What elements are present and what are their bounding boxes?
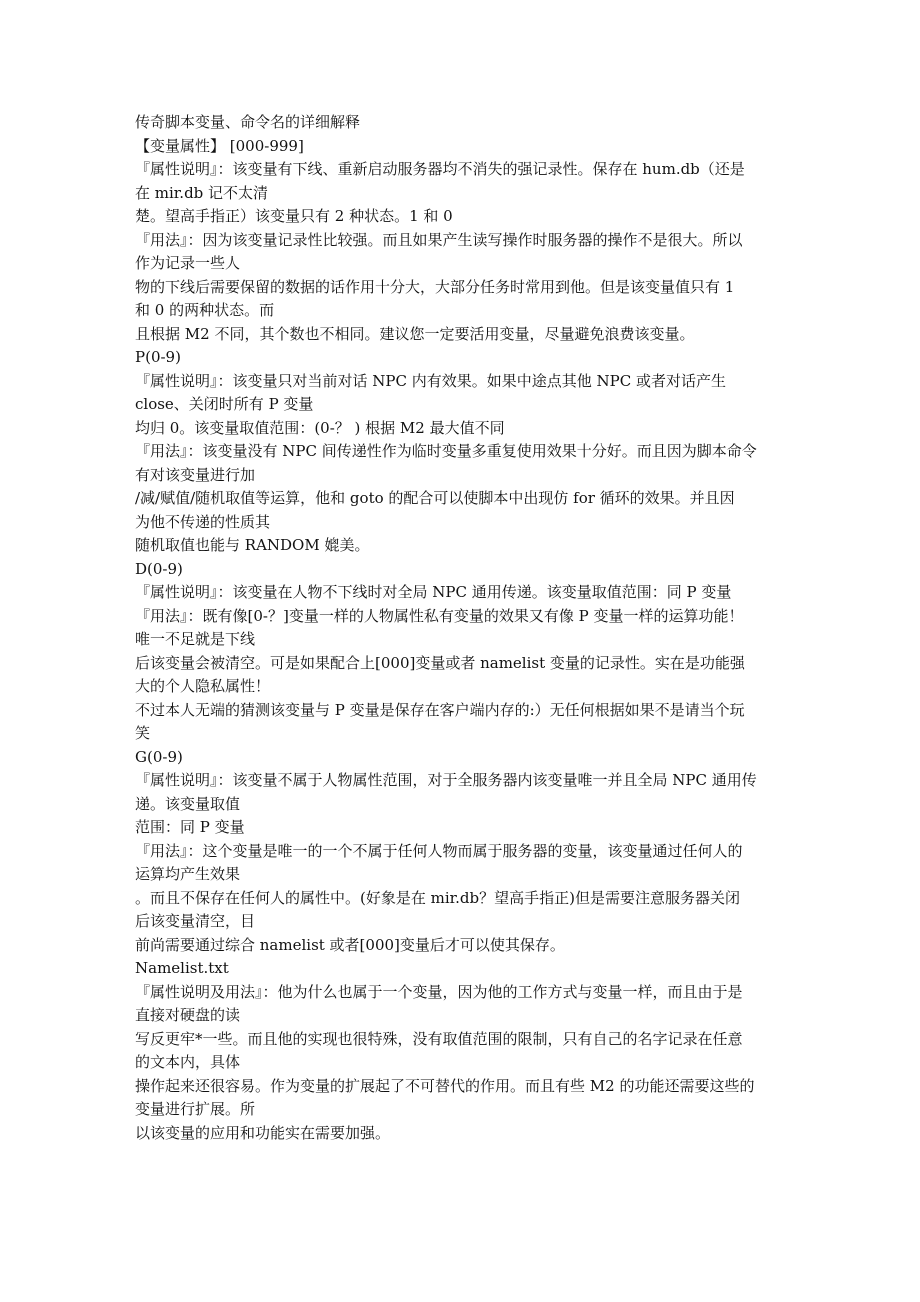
text-line: 『用法』：该变量没有 NPC 间传递性作为临时变量多重复使用效果十分好。而且因为脚本命令 [135, 442, 757, 460]
text-line: 在 mir.db 记不太清 [135, 183, 269, 202]
text-line: 均归 0。该变量取值范围：(0-？ ) 根据 M2 最大值不同 [135, 418, 505, 437]
text-line: 笑 [135, 724, 151, 742]
text-line: 大的个人隐私属性！ [135, 677, 271, 695]
text-line: 『属性说明』：该变量只对当前对话 NPC 内有效果。如果中途点其他 NPC 或者对话产生 [135, 371, 726, 390]
text-line: 『属性说明』：该变量在人物不下线时对全局 NPC 通用传递。该变量取值范围：同 P 变量 [135, 583, 732, 601]
text-line: close、关闭时所有 P 变量 [135, 395, 314, 413]
text-line: 『属性说明及用法』：他为什么也属于一个变量，因为他的工作方式与变量一样，而且由于是 [135, 982, 743, 1001]
text-line: 楚。望高手指正）该变量只有 2 种状态。1 和 0 [135, 207, 453, 225]
text-line: 后该变量会被清空。可是如果配合上[000]变量或者 namelist 变量的记录性。实在是功能强 [135, 653, 745, 672]
text-line: 『属性说明』：该变量有下线、重新启动服务器均不消失的强记录性。保存在 hum.db（还是 [135, 160, 745, 178]
text-line: 递。该变量取值 [135, 794, 241, 813]
text-line: 『用法』：因为该变量记录性比较强。而且如果产生读写操作时服务器的操作不是很大。所以 [135, 230, 743, 249]
text-line: 。而且不保存在任何人的属性中。(好象是在 mir.db？望高手指正)但是需要注意服务器关闭 [135, 888, 740, 907]
text-line: 作为记录一些人 [135, 254, 241, 272]
text-line: 范围：同 P 变量 [135, 818, 245, 836]
text-line: 唯一不足就是下线 [135, 630, 256, 648]
text-line: 随机取值也能与 RANDOM 媲美。 [135, 536, 370, 554]
section-heading: D(0-9) [135, 559, 183, 578]
text-line: 的文本内，具体 [135, 1053, 241, 1071]
text-line: 前尚需要通过综合 namelist 或者[000]变量后才可以使其保存。 [135, 935, 565, 954]
text-line: 为他不传递的性质其 [135, 512, 271, 531]
text-line: 和 0 的两种状态。而 [135, 301, 275, 319]
text-line: 直接对硬盘的读 [135, 1006, 241, 1024]
text-line: /减/赋值/随机取值等运算，他和 goto 的配合可以使脚本中出现仿 for 循环的效果。并且因 [135, 489, 735, 507]
text-line: 以该变量的应用和功能实在需要加强。 [135, 1123, 391, 1142]
text-line: 『用法』：既有像[0-？]变量一样的人物属性私有变量的效果又有像 P 变量一样的运算功能！ [135, 606, 744, 625]
section-heading: 【变量属性】 [000-999] [135, 136, 304, 155]
section-heading: Namelist.txt [135, 959, 229, 977]
text-line: 物的下线后需要保留的数据的话作用十分大，大部分任务时常用到他。但是该变量值只有 1 [135, 277, 735, 296]
text-line: 写反更牢*一些。而且他的实现也很特殊，没有取值范围的限制，只有自己的名字记录在任意 [135, 1029, 743, 1048]
section-heading: P(0-9) [135, 348, 181, 366]
text-line: 变量进行扩展。所 [135, 1100, 256, 1118]
text-line: 『用法』：这个变量是唯一的一个不属于任何人物而属于服务器的变量，该变量通过任何人的 [135, 841, 743, 860]
section-heading: G(0-9) [135, 747, 183, 766]
text-line: 操作起来还很容易。作为变量的扩展起了不可替代的作用。而且有些 M2 的功能还需要这些的 [135, 1076, 755, 1095]
document-title: 传奇脚本变量、命令名的详细解释 [135, 113, 361, 131]
text-line: 运算均产生效果 [135, 865, 241, 883]
text-line: 后该变量清空，目 [135, 912, 256, 930]
text-line: 且根据 M2 不同，其个数也不相同。建议您一定要活用变量，尽量避免浪费该变量。 [135, 324, 695, 343]
text-line: 有对该变量进行加 [135, 465, 256, 484]
document-body [135, 111, 790, 1145]
text-line: 『属性说明』：该变量不属于人物属性范围，对于全服务器内该变量唯一并且全局 NPC 通用传 [135, 771, 757, 789]
text-line: 不过本人无端的猜测该变量与 P 变量是保存在客户端内存的:）无任何根据如果不是请当个玩 [135, 700, 745, 719]
